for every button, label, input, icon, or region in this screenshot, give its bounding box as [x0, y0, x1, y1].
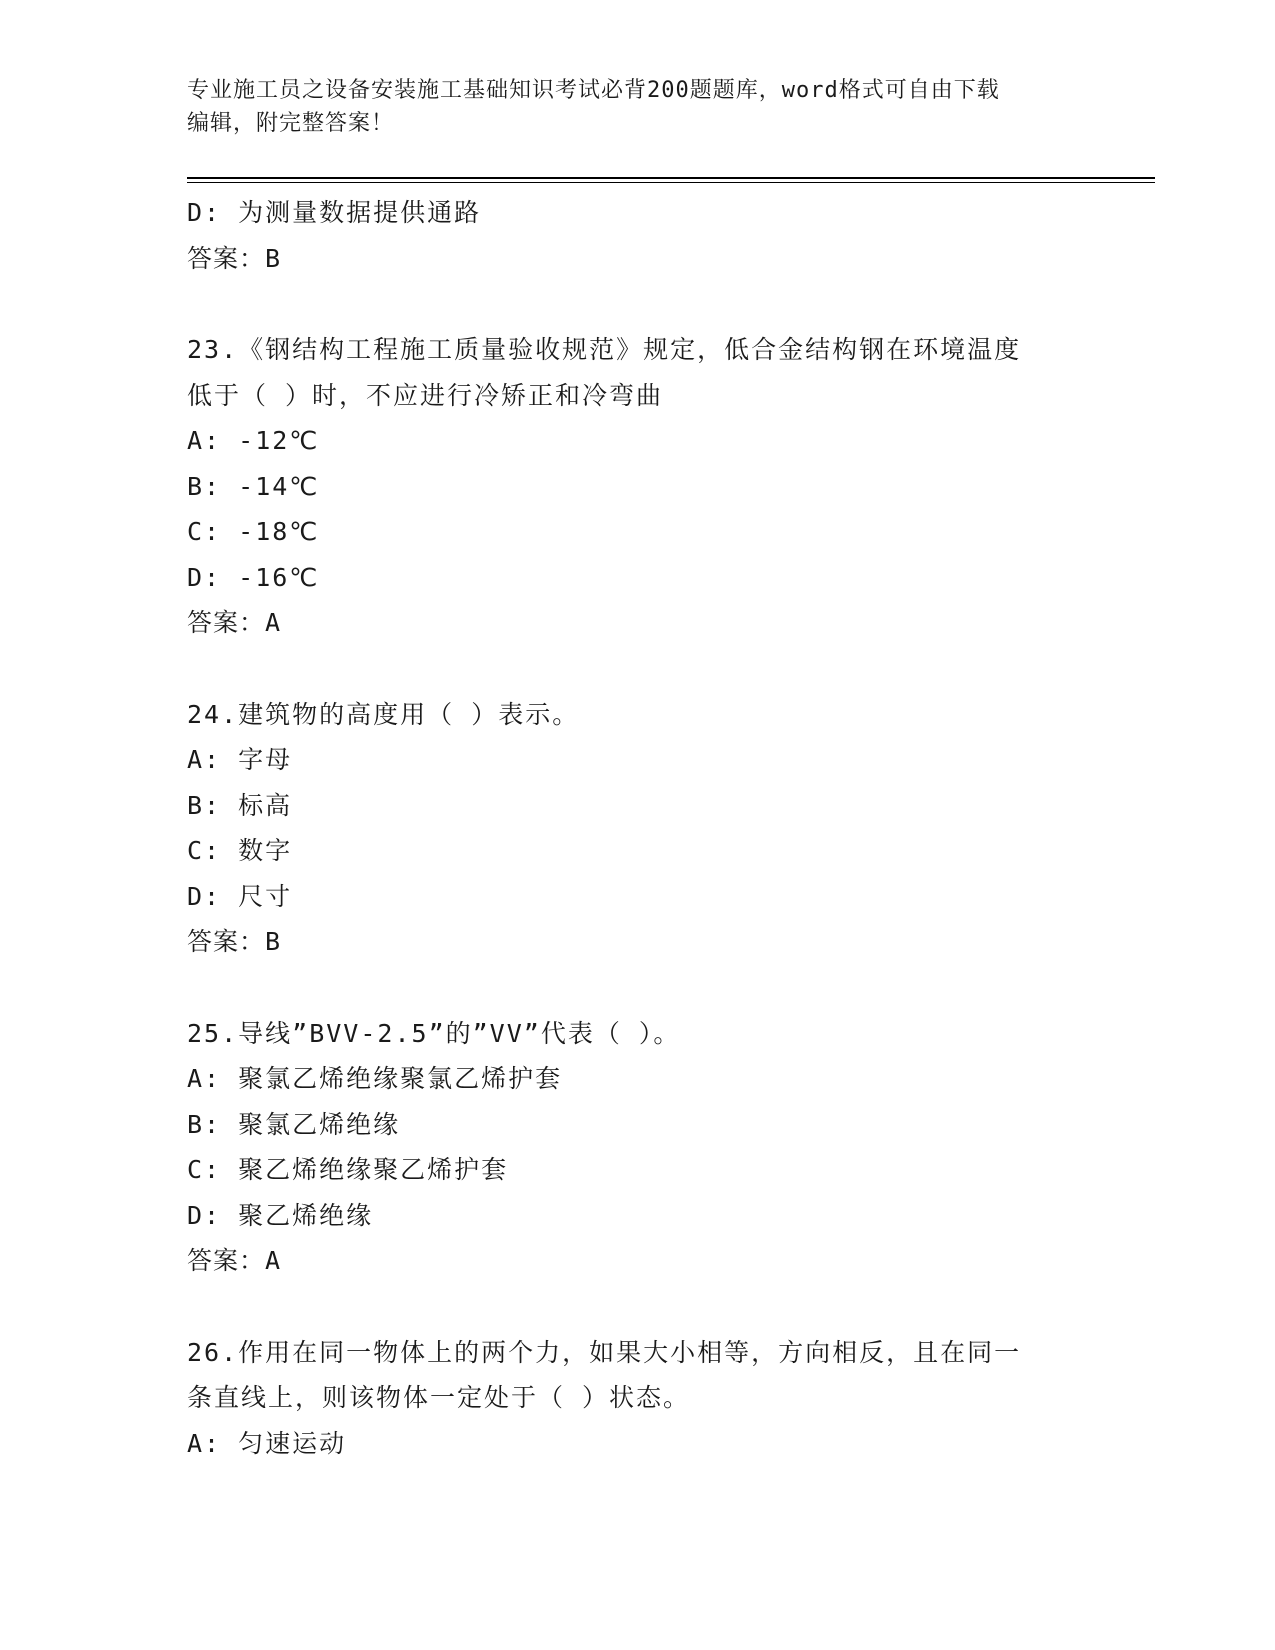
question-24-option-a: A: 字母 — [187, 745, 293, 774]
question-list — [187, 190, 1087, 1466]
question-23-stem-line-2: 低于（ ）时，不应进行冷矫正和冷弯曲 — [187, 380, 664, 410]
question-26-stem-line-2: 条直线上，则该物体一定处于（ ）状态。 — [187, 1383, 691, 1412]
question-26-option-a: A: 匀速运动 — [187, 1428, 347, 1458]
question-23-option-a: A: -12℃ — [187, 426, 320, 455]
question-23-option-b: B: -14℃ — [187, 471, 320, 501]
document-header — [187, 74, 1087, 140]
question-25-stem-line-1: 25.导线”BVV-2.5”的”VV”代表（ ）。 — [187, 1018, 681, 1048]
question-23-option-c: C: -18℃ — [187, 517, 320, 546]
question-24-option-b: B: 标高 — [187, 790, 293, 820]
question-26 — [187, 1330, 1087, 1467]
question-25 — [187, 1011, 1087, 1284]
header-line-2: 编辑，附完整答案！ — [187, 111, 395, 136]
question-24-option-d: D: 尺寸 — [187, 881, 293, 911]
question-25-answer: 答案：A — [187, 1246, 282, 1275]
header-line-1: 专业施工员之设备安装施工基础知识考试必背200题题库，word格式可自由下载 — [187, 78, 1000, 103]
question-24-option-c: C: 数字 — [187, 836, 293, 865]
question-23-answer: 答案：A — [187, 608, 282, 637]
question-25-option-a: A: 聚氯乙烯绝缘聚氯乙烯护套 — [187, 1064, 563, 1093]
question-25-option-b: B: 聚氯乙烯绝缘 — [187, 1109, 401, 1139]
question-23-option-d: D: -16℃ — [187, 562, 320, 592]
question-25-option-c: C: 聚乙烯绝缘聚乙烯护套 — [187, 1155, 509, 1184]
header-divider-thin — [187, 182, 1155, 183]
question-25-option-d: D: 聚乙烯绝缘 — [187, 1200, 374, 1230]
question-23-stem-line-1: 23.《钢结构工程施工质量验收规范》规定，低合金结构钢在环境温度 — [187, 335, 1022, 364]
question-24 — [187, 692, 1087, 965]
prev-question-answer: 答案：B — [187, 243, 282, 273]
question-24-stem-line-1: 24.建筑物的高度用（ ）表示。 — [187, 699, 580, 729]
prev-question-option-d: D: 为测量数据提供通路 — [187, 198, 482, 227]
question-26-stem-line-1: 26.作用在同一物体上的两个力，如果大小相等，方向相反，且在同一 — [187, 1337, 1022, 1367]
question-23 — [187, 327, 1087, 646]
question-24-answer: 答案：B — [187, 927, 282, 956]
header-divider-thick — [187, 177, 1155, 179]
